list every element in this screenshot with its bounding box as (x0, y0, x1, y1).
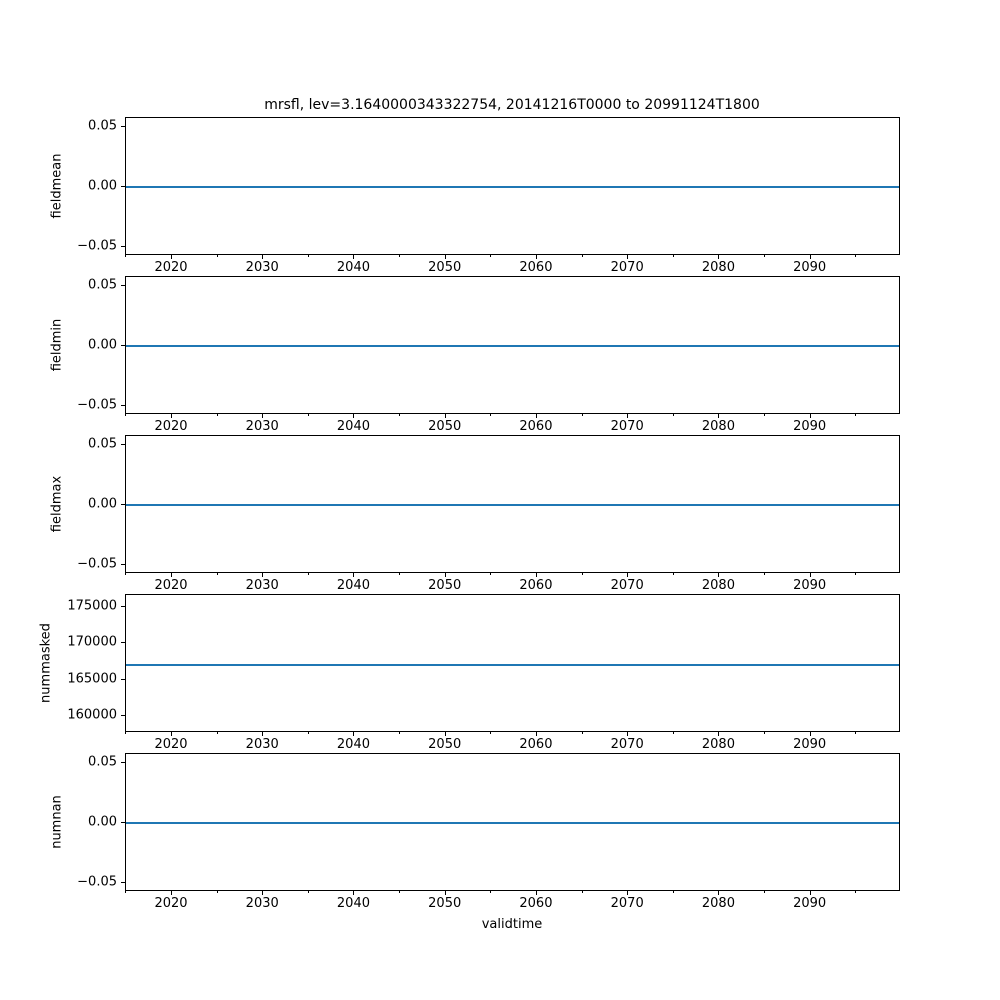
data-series-line-nummasked (126, 664, 899, 666)
x-minor-tick (125, 891, 126, 893)
x-minor-tick (490, 891, 491, 893)
x-major-tick (353, 414, 354, 418)
axes-fieldmin (125, 276, 900, 414)
y-tick (121, 444, 125, 445)
x-major-tick (171, 891, 172, 895)
x-minor-tick (855, 414, 856, 416)
x-major-tick (810, 573, 811, 577)
x-minor-tick (764, 414, 765, 416)
y-tick (121, 405, 125, 406)
x-minor-tick (855, 255, 856, 257)
x-major-tick (445, 573, 446, 577)
x-minor-tick (582, 891, 583, 893)
x-minor-tick (490, 414, 491, 416)
y-tick (121, 822, 125, 823)
x-minor-tick (308, 414, 309, 416)
x-minor-tick (582, 573, 583, 575)
y-tick-label: 0.05 (88, 118, 117, 134)
x-tick-label: 2070 (610, 896, 644, 911)
data-series-line-fieldmean (126, 186, 899, 188)
x-major-tick (171, 732, 172, 736)
x-major-tick (262, 255, 263, 259)
x-major-tick (262, 891, 263, 895)
x-tick-label: 2060 (519, 737, 553, 752)
x-minor-tick (490, 255, 491, 257)
x-tick-label: 2080 (701, 578, 735, 593)
x-major-tick (536, 732, 537, 736)
x-tick-label: 2070 (610, 419, 644, 434)
x-tick-label: 2090 (793, 419, 827, 434)
x-tick-label: 2030 (245, 737, 279, 752)
x-minor-tick (490, 732, 491, 734)
x-major-tick (536, 255, 537, 259)
x-major-tick (536, 573, 537, 577)
x-tick-label: 2020 (154, 419, 188, 434)
x-minor-tick (764, 732, 765, 734)
plot-title: mrsfl, lev=3.1640000343322754, 20141216T0000 to 20991124T1800 (264, 97, 760, 113)
x-major-tick (536, 414, 537, 418)
y-tick (121, 186, 125, 187)
x-minor-tick (125, 255, 126, 257)
axes-numnan (125, 753, 900, 891)
x-minor-tick (582, 414, 583, 416)
x-minor-tick (582, 732, 583, 734)
x-major-tick (262, 573, 263, 577)
x-minor-tick (399, 255, 400, 257)
x-tick-label: 2040 (336, 419, 370, 434)
y-tick (121, 564, 125, 565)
x-tick-label: 2040 (336, 260, 370, 275)
x-major-tick (171, 414, 172, 418)
x-major-tick (718, 891, 719, 895)
x-minor-tick (764, 573, 765, 575)
x-minor-tick (399, 732, 400, 734)
x-major-tick (718, 573, 719, 577)
x-major-tick (627, 732, 628, 736)
x-minor-tick (673, 414, 674, 416)
x-tick-label: 2090 (793, 896, 827, 911)
x-tick-label: 2050 (428, 896, 462, 911)
x-tick-label: 2090 (793, 578, 827, 593)
x-major-tick (627, 255, 628, 259)
x-major-tick (445, 414, 446, 418)
data-series-line-fieldmin (126, 345, 899, 347)
y-axis-title-fieldmin: fieldmin (49, 318, 65, 372)
x-major-tick (353, 732, 354, 736)
x-minor-tick (125, 573, 126, 575)
x-minor-tick (125, 414, 126, 416)
x-minor-tick (399, 573, 400, 575)
x-tick-label: 2050 (428, 260, 462, 275)
x-minor-tick (217, 414, 218, 416)
x-tick-label: 2030 (245, 578, 279, 593)
y-tick-label: −0.05 (77, 238, 117, 254)
x-tick-label: 2050 (428, 737, 462, 752)
x-major-tick (810, 732, 811, 736)
x-tick-label: 2030 (245, 896, 279, 911)
x-minor-tick (308, 732, 309, 734)
y-tick-label: 0.00 (88, 814, 117, 830)
y-tick (121, 642, 125, 643)
x-tick-label: 2030 (245, 260, 279, 275)
x-minor-tick (855, 891, 856, 893)
y-tick-label: 175000 (67, 598, 117, 614)
y-axis-title-numnan: numnan (49, 795, 65, 849)
x-major-tick (171, 573, 172, 577)
x-minor-tick (490, 573, 491, 575)
axes-nummasked (125, 594, 900, 732)
x-major-tick (810, 255, 811, 259)
x-minor-tick (673, 255, 674, 257)
x-tick-label: 2080 (701, 260, 735, 275)
x-major-tick (445, 732, 446, 736)
x-minor-tick (673, 891, 674, 893)
x-minor-tick (217, 891, 218, 893)
x-tick-label: 2080 (701, 896, 735, 911)
data-series-line-fieldmax (126, 504, 899, 506)
x-minor-tick (764, 891, 765, 893)
x-minor-tick (673, 732, 674, 734)
x-minor-tick (308, 891, 309, 893)
y-axis-title-fieldmax: fieldmax (49, 475, 65, 533)
x-tick-label: 2070 (610, 737, 644, 752)
y-tick-label: −0.05 (77, 556, 117, 572)
x-minor-tick (399, 891, 400, 893)
y-tick-label: 0.00 (88, 337, 117, 353)
x-tick-label: 2060 (519, 896, 553, 911)
y-tick (121, 126, 125, 127)
y-tick-label: −0.05 (77, 397, 117, 413)
x-major-tick (353, 891, 354, 895)
x-major-tick (627, 414, 628, 418)
x-major-tick (718, 255, 719, 259)
y-axis-title-nummasked: nummasked (38, 623, 54, 703)
x-tick-label: 2030 (245, 419, 279, 434)
y-tick (121, 715, 125, 716)
y-tick-label: 165000 (67, 671, 117, 687)
y-tick (121, 762, 125, 763)
x-tick-label: 2060 (519, 578, 553, 593)
x-tick-label: 2060 (519, 260, 553, 275)
x-major-tick (171, 255, 172, 259)
x-tick-label: 2020 (154, 578, 188, 593)
x-minor-tick (582, 255, 583, 257)
x-tick-label: 2020 (154, 260, 188, 275)
x-minor-tick (764, 255, 765, 257)
x-minor-tick (125, 732, 126, 734)
y-tick-label: 0.05 (88, 277, 117, 293)
y-tick-label: 160000 (67, 707, 117, 723)
x-major-tick (810, 891, 811, 895)
x-major-tick (353, 573, 354, 577)
x-tick-label: 2040 (336, 578, 370, 593)
x-minor-tick (673, 573, 674, 575)
x-major-tick (445, 255, 446, 259)
x-minor-tick (308, 255, 309, 257)
y-tick (121, 606, 125, 607)
x-tick-label: 2070 (610, 578, 644, 593)
x-tick-label: 2020 (154, 896, 188, 911)
x-minor-tick (855, 573, 856, 575)
x-tick-label: 2040 (336, 737, 370, 752)
y-tick (121, 504, 125, 505)
y-tick (121, 345, 125, 346)
x-major-tick (445, 891, 446, 895)
y-tick (121, 882, 125, 883)
x-major-tick (262, 732, 263, 736)
axes-fieldmax (125, 435, 900, 573)
x-tick-label: 2080 (701, 737, 735, 752)
y-tick-label: 170000 (67, 634, 117, 650)
x-major-tick (718, 414, 719, 418)
y-tick-label: 0.00 (88, 178, 117, 194)
data-series-line-numnan (126, 822, 899, 824)
x-tick-label: 2090 (793, 260, 827, 275)
y-tick-label: −0.05 (77, 874, 117, 890)
y-tick-label: 0.05 (88, 436, 117, 452)
y-tick-label: 0.00 (88, 496, 117, 512)
x-minor-tick (217, 732, 218, 734)
x-major-tick (262, 414, 263, 418)
x-tick-label: 2060 (519, 419, 553, 434)
x-tick-label: 2020 (154, 737, 188, 752)
x-tick-label: 2080 (701, 419, 735, 434)
y-tick (121, 679, 125, 680)
x-minor-tick (217, 573, 218, 575)
x-major-tick (810, 414, 811, 418)
x-tick-label: 2050 (428, 578, 462, 593)
axes-fieldmean (125, 117, 900, 255)
x-tick-label: 2070 (610, 260, 644, 275)
x-minor-tick (399, 414, 400, 416)
x-major-tick (718, 732, 719, 736)
x-major-tick (627, 573, 628, 577)
x-tick-label: 2050 (428, 419, 462, 434)
x-major-tick (627, 891, 628, 895)
x-minor-tick (308, 573, 309, 575)
x-tick-label: 2090 (793, 737, 827, 752)
x-tick-label: 2040 (336, 896, 370, 911)
y-tick-label: 0.05 (88, 754, 117, 770)
x-axis-title: validtime (481, 917, 543, 932)
x-major-tick (536, 891, 537, 895)
y-tick (121, 285, 125, 286)
x-major-tick (353, 255, 354, 259)
x-minor-tick (855, 732, 856, 734)
y-tick (121, 246, 125, 247)
x-minor-tick (217, 255, 218, 257)
y-axis-title-fieldmean: fieldmean (49, 153, 65, 219)
